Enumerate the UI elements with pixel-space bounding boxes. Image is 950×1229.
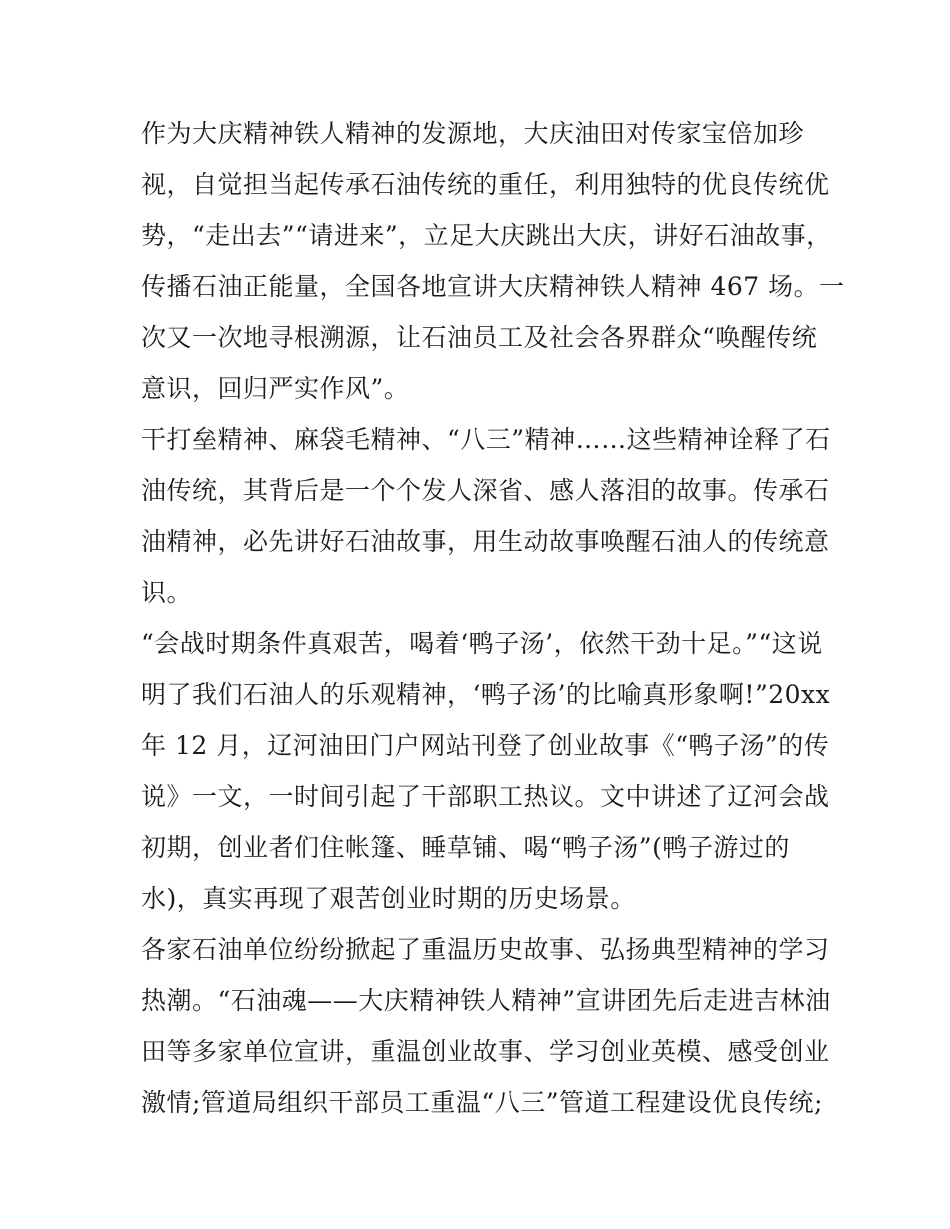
text-line: 识。 bbox=[141, 578, 193, 607]
text-line: 年 12 月，辽河油田门户网站刊登了创业故事《“鸭子汤”的传 bbox=[141, 731, 830, 760]
text-line: 视，自觉担当起传承石油传统的重任，利用独特的优良传统优 bbox=[141, 170, 830, 199]
text-line: 明了我们石油人的乐观精神，‘鸭子汤’的比喻真形象啊!”20xx bbox=[141, 680, 831, 709]
paragraph-1 bbox=[141, 108, 845, 414]
text-line: 势，“走出去”“请进来”，立足大庆跳出大庆，讲好石油故事， bbox=[141, 221, 832, 250]
document-body bbox=[141, 108, 845, 1128]
text-line: 次又一次地寻根溯源，让石油员工及社会各界群众“唤醒传统 bbox=[141, 323, 818, 352]
text-line: 作为大庆精神铁人精神的发源地，大庆油田对传家宝倍加珍 bbox=[141, 119, 805, 148]
text-line: 水)，真实再现了艰苦创业时期的历史场景。 bbox=[141, 884, 636, 913]
text-line: 初期，创业者们住帐篷、睡草铺、喝“鸭子汤”(鸭子游过的 bbox=[141, 833, 790, 862]
text-line: 各家石油单位纷纷掀起了重温历史故事、弘扬典型精神的学习 bbox=[141, 935, 830, 964]
text-line: 说》一文，一时间引起了干部职工热议。文中讲述了辽河会战 bbox=[141, 782, 830, 811]
text-line: 热潮。“石油魂——大庆精神铁人精神”宣讲团先后走进吉林油 bbox=[141, 986, 831, 1015]
text-line: 意识，回归严实作风”。 bbox=[141, 374, 410, 403]
paragraph-2 bbox=[141, 414, 831, 618]
text-line: “会战时期条件真艰苦，喝着‘鸭子汤’，依然干劲十足。”“这说 bbox=[141, 629, 823, 658]
paragraph-4 bbox=[141, 924, 831, 1128]
text-line: 干打垒精神、麻袋毛精神、“八三”精神……这些精神诠释了石 bbox=[141, 425, 831, 454]
text-line: 田等多家单位宣讲，重温创业故事、学习创业英模、感受创业 bbox=[141, 1037, 830, 1066]
text-line: 传播石油正能量，全国各地宣讲大庆精神铁人精神 467 场。一 bbox=[141, 272, 845, 301]
text-line: 油传统，其背后是一个个发人深省、感人落泪的故事。传承石 bbox=[141, 476, 830, 505]
text-line: 油精神，必先讲好石油故事，用生动故事唤醒石油人的传统意 bbox=[141, 527, 830, 556]
text-line: 激情;管道局组织干部员工重温“八三”管道工程建设优良传统; bbox=[141, 1088, 823, 1117]
paragraph-3 bbox=[141, 618, 831, 924]
